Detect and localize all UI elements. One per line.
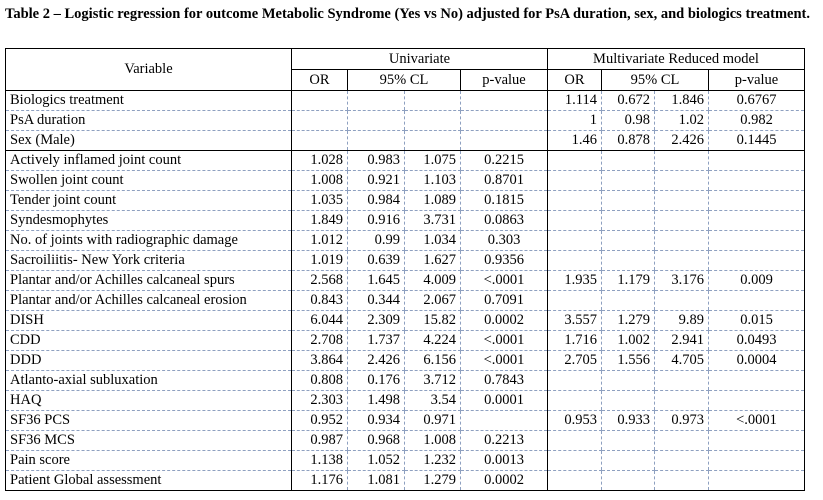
multivariate-cl-lower-cell: [602, 171, 655, 191]
univariate-cl-lower-cell: 2.309: [348, 311, 405, 331]
multivariate-cl-lower-cell: [602, 371, 655, 391]
univariate-pvalue-cell: 0.0002: [461, 471, 548, 491]
univariate-cl-upper-cell: 1.008: [405, 431, 461, 451]
multivariate-pvalue-cell: 0.1445: [709, 131, 805, 151]
multivariate-or-cell: [548, 391, 602, 411]
multivariate-cl-upper-cell: [655, 151, 709, 171]
multivariate-pvalue-cell: [709, 171, 805, 191]
univariate-cl-lower-cell: 0.968: [348, 431, 405, 451]
univariate-or-cell: [292, 91, 348, 111]
table-row: [6, 311, 805, 331]
univariate-or-cell: [292, 131, 348, 151]
multivariate-cl-upper-cell: 4.705: [655, 351, 709, 371]
multivariate-cl-upper-cell: [655, 431, 709, 451]
table-row: [6, 391, 805, 411]
multivariate-cl-upper-cell: 2.941: [655, 331, 709, 351]
univariate-cl-lower-cell: 0.916: [348, 211, 405, 231]
table-row: [6, 291, 805, 311]
univariate-or-cell: [292, 111, 348, 131]
variable-header: Variable: [6, 49, 292, 91]
multivariate-or-cell: 1.716: [548, 331, 602, 351]
multivariate-pvalue-cell: [709, 231, 805, 251]
multivariate-pvalue-cell: 0.6767: [709, 91, 805, 111]
table-row: [6, 431, 805, 451]
univariate-or-cell: 1.012: [292, 231, 348, 251]
univariate-or-cell: 6.044: [292, 311, 348, 331]
multivariate-pvalue-cell: [709, 471, 805, 491]
multivariate-pvalue-cell: 0.0493: [709, 331, 805, 351]
univariate-or-cell: 1.028: [292, 151, 348, 171]
multivariate-pvalue-cell: [709, 431, 805, 451]
multivariate-cl-upper-cell: [655, 211, 709, 231]
multivariate-cl-lower-cell: [602, 431, 655, 451]
multivariate-cl-upper-cell: [655, 191, 709, 211]
variable-cell: Syndesmophytes: [6, 211, 292, 231]
univariate-or-cell: 2.708: [292, 331, 348, 351]
univariate-or-cell: 0.987: [292, 431, 348, 451]
univariate-pvalue-cell: 0.0001: [461, 391, 548, 411]
multivariate-or-cell: [548, 371, 602, 391]
univariate-header: Univariate: [292, 49, 548, 70]
multivariate-cl-upper-cell: [655, 231, 709, 251]
multivariate-cl-upper-cell: [655, 391, 709, 411]
univariate-cl-lower-cell: 1.498: [348, 391, 405, 411]
univariate-or-cell: 3.864: [292, 351, 348, 371]
multivariate-pvalue-cell: [709, 191, 805, 211]
multivariate-cl-lower-cell: [602, 191, 655, 211]
multivariate-cl-upper-cell: [655, 291, 709, 311]
variable-cell: Plantar and/or Achilles calcaneal erosion: [6, 291, 292, 311]
univariate-pvalue-cell: 0.2213: [461, 431, 548, 451]
univariate-pvalue-header: p-value: [461, 70, 548, 91]
univariate-or-cell: 0.952: [292, 411, 348, 431]
univariate-cl-upper-cell: 1.034: [405, 231, 461, 251]
multivariate-or-cell: [548, 211, 602, 231]
univariate-cl-header: 95% CL: [348, 70, 461, 91]
univariate-cl-upper-cell: 1.103: [405, 171, 461, 191]
table-row: [6, 171, 805, 191]
multivariate-cl-upper-cell: [655, 171, 709, 191]
multivariate-cl-upper-cell: 1.02: [655, 111, 709, 131]
variable-cell: Sex (Male): [6, 131, 292, 151]
univariate-or-cell: 1.008: [292, 171, 348, 191]
univariate-or-cell: 2.303: [292, 391, 348, 411]
univariate-cl-upper-cell: [405, 91, 461, 111]
table-row: [6, 191, 805, 211]
univariate-cl-upper-cell: 3.54: [405, 391, 461, 411]
multivariate-cl-upper-cell: 2.426: [655, 131, 709, 151]
univariate-pvalue-cell: 0.7091: [461, 291, 548, 311]
multivariate-cl-upper-cell: 3.176: [655, 271, 709, 291]
multivariate-pvalue-cell: 0.982: [709, 111, 805, 131]
univariate-cl-lower-cell: 0.99: [348, 231, 405, 251]
univariate-cl-lower-cell: 2.426: [348, 351, 405, 371]
variable-cell: PsA duration: [6, 111, 292, 131]
multivariate-cl-lower-cell: [602, 391, 655, 411]
multivariate-cl-upper-cell: [655, 251, 709, 271]
multivariate-cl-upper-cell: [655, 371, 709, 391]
multivariate-pvalue-cell: [709, 151, 805, 171]
variable-cell: Tender joint count: [6, 191, 292, 211]
multivariate-cl-lower-cell: [602, 291, 655, 311]
multivariate-cl-lower-cell: [602, 151, 655, 171]
table-caption: Table 2 – Logistic regression for outcome Metabolic Syndrome (Yes vs No) adjusted for PsA duration, sex, and biologics treatment.: [5, 6, 810, 22]
multivariate-cl-lower-cell: 0.878: [602, 131, 655, 151]
variable-cell: Atlanto-axial subluxation: [6, 371, 292, 391]
multivariate-or-cell: [548, 431, 602, 451]
multivariate-or-cell: [548, 191, 602, 211]
multivariate-cl-lower-cell: [602, 231, 655, 251]
table-row: [6, 271, 805, 291]
univariate-cl-lower-cell: 0.983: [348, 151, 405, 171]
univariate-cl-lower-cell: 0.344: [348, 291, 405, 311]
multivariate-or-cell: 1: [548, 111, 602, 131]
univariate-cl-upper-cell: 2.067: [405, 291, 461, 311]
univariate-pvalue-cell: 0.0013: [461, 451, 548, 471]
multivariate-cl-lower-cell: 0.672: [602, 91, 655, 111]
variable-cell: CDD: [6, 331, 292, 351]
univariate-cl-upper-cell: 4.224: [405, 331, 461, 351]
table-row: [6, 471, 805, 491]
regression-table: [5, 48, 805, 491]
multivariate-pvalue-cell: <.0001: [709, 411, 805, 431]
variable-cell: HAQ: [6, 391, 292, 411]
variable-cell: Biologics treatment: [6, 91, 292, 111]
univariate-cl-upper-cell: [405, 131, 461, 151]
univariate-or-cell: 1.019: [292, 251, 348, 271]
table-row: [6, 411, 805, 431]
univariate-cl-upper-cell: 6.156: [405, 351, 461, 371]
univariate-cl-lower-cell: 0.984: [348, 191, 405, 211]
variable-cell: DDD: [6, 351, 292, 371]
univariate-cl-upper-cell: 1.089: [405, 191, 461, 211]
multivariate-or-cell: [548, 471, 602, 491]
univariate-pvalue-cell: 0.8701: [461, 171, 548, 191]
univariate-or-header: OR: [292, 70, 348, 91]
multivariate-cl-lower-cell: [602, 211, 655, 231]
multivariate-cl-upper-cell: [655, 451, 709, 471]
univariate-pvalue-cell: 0.7843: [461, 371, 548, 391]
multivariate-cl-lower-cell: 1.002: [602, 331, 655, 351]
table-row: [6, 151, 805, 171]
univariate-cl-upper-cell: 3.712: [405, 371, 461, 391]
univariate-cl-lower-cell: 0.176: [348, 371, 405, 391]
univariate-or-cell: 1.176: [292, 471, 348, 491]
multivariate-cl-lower-cell: [602, 471, 655, 491]
univariate-cl-upper-cell: 1.232: [405, 451, 461, 471]
multivariate-or-cell: 0.953: [548, 411, 602, 431]
variable-cell: Swollen joint count: [6, 171, 292, 191]
multivariate-cl-lower-cell: 0.933: [602, 411, 655, 431]
univariate-cl-lower-cell: 0.934: [348, 411, 405, 431]
variable-cell: Plantar and/or Achilles calcaneal spurs: [6, 271, 292, 291]
multivariate-or-cell: [548, 231, 602, 251]
univariate-cl-lower-cell: 1.052: [348, 451, 405, 471]
univariate-cl-lower-cell: 1.737: [348, 331, 405, 351]
univariate-pvalue-cell: <.0001: [461, 351, 548, 371]
multivariate-pvalue-cell: 0.0004: [709, 351, 805, 371]
multivariate-cl-lower-cell: 1.556: [602, 351, 655, 371]
multivariate-pvalue-cell: [709, 211, 805, 231]
table-row: [6, 231, 805, 251]
variable-cell: Sacroiliitis- New York criteria: [6, 251, 292, 271]
variable-cell: DISH: [6, 311, 292, 331]
univariate-cl-upper-cell: 0.971: [405, 411, 461, 431]
univariate-cl-upper-cell: 4.009: [405, 271, 461, 291]
multivariate-or-cell: [548, 151, 602, 171]
multivariate-or-cell: [548, 171, 602, 191]
multivariate-or-cell: 1.114: [548, 91, 602, 111]
univariate-or-cell: 0.843: [292, 291, 348, 311]
multivariate-cl-lower-cell: 1.179: [602, 271, 655, 291]
univariate-or-cell: 1.849: [292, 211, 348, 231]
univariate-cl-upper-cell: 15.82: [405, 311, 461, 331]
multivariate-pvalue-cell: [709, 451, 805, 471]
table-row: [6, 91, 805, 111]
univariate-pvalue-cell: [461, 411, 548, 431]
multivariate-or-cell: [548, 251, 602, 271]
multivariate-pvalue-cell: [709, 371, 805, 391]
table-body: [6, 91, 805, 491]
multivariate-or-cell: [548, 451, 602, 471]
univariate-cl-lower-cell: 1.081: [348, 471, 405, 491]
multivariate-or-cell: 3.557: [548, 311, 602, 331]
multivariate-header: Multivariate Reduced model: [548, 49, 805, 70]
univariate-cl-lower-cell: 0.639: [348, 251, 405, 271]
univariate-pvalue-cell: 0.0002: [461, 311, 548, 331]
multivariate-pvalue-cell: 0.009: [709, 271, 805, 291]
univariate-or-cell: 2.568: [292, 271, 348, 291]
multivariate-cl-lower-cell: [602, 451, 655, 471]
multivariate-cl-upper-cell: 1.846: [655, 91, 709, 111]
multivariate-cl-lower-cell: 0.98: [602, 111, 655, 131]
variable-cell: Pain score: [6, 451, 292, 471]
table-row: [6, 351, 805, 371]
multivariate-or-cell: [548, 291, 602, 311]
univariate-pvalue-cell: 0.0863: [461, 211, 548, 231]
univariate-pvalue-cell: 0.2215: [461, 151, 548, 171]
univariate-pvalue-cell: [461, 111, 548, 131]
table-row: [6, 131, 805, 151]
univariate-cl-upper-cell: 1.627: [405, 251, 461, 271]
multivariate-pvalue-header: p-value: [709, 70, 805, 91]
multivariate-or-header: OR: [548, 70, 602, 91]
table-row: [6, 211, 805, 231]
variable-cell: Patient Global assessment: [6, 471, 292, 491]
univariate-cl-upper-cell: [405, 111, 461, 131]
multivariate-pvalue-cell: [709, 291, 805, 311]
table-row: [6, 251, 805, 271]
univariate-pvalue-cell: 0.1815: [461, 191, 548, 211]
multivariate-cl-upper-cell: 0.973: [655, 411, 709, 431]
multivariate-cl-lower-cell: 1.279: [602, 311, 655, 331]
multivariate-pvalue-cell: [709, 391, 805, 411]
multivariate-or-cell: 2.705: [548, 351, 602, 371]
univariate-cl-lower-cell: [348, 131, 405, 151]
table-row: [6, 451, 805, 471]
variable-cell: SF36 PCS: [6, 411, 292, 431]
univariate-cl-upper-cell: 1.279: [405, 471, 461, 491]
univariate-cl-upper-cell: 1.075: [405, 151, 461, 171]
univariate-cl-upper-cell: 3.731: [405, 211, 461, 231]
multivariate-pvalue-cell: [709, 251, 805, 271]
univariate-cl-lower-cell: [348, 111, 405, 131]
multivariate-cl-upper-cell: [655, 471, 709, 491]
univariate-cl-lower-cell: 0.921: [348, 171, 405, 191]
univariate-pvalue-cell: <.0001: [461, 331, 548, 351]
univariate-cl-lower-cell: 1.645: [348, 271, 405, 291]
univariate-or-cell: 1.138: [292, 451, 348, 471]
univariate-pvalue-cell: [461, 131, 548, 151]
variable-cell: Actively inflamed joint count: [6, 151, 292, 171]
multivariate-or-cell: 1.46: [548, 131, 602, 151]
univariate-or-cell: 1.035: [292, 191, 348, 211]
table-row: [6, 331, 805, 351]
multivariate-pvalue-cell: 0.015: [709, 311, 805, 331]
multivariate-cl-header: 95% CL: [602, 70, 709, 91]
multivariate-cl-upper-cell: 9.89: [655, 311, 709, 331]
variable-cell: No. of joints with radiographic damage: [6, 231, 292, 251]
univariate-pvalue-cell: <.0001: [461, 271, 548, 291]
multivariate-cl-lower-cell: [602, 251, 655, 271]
table-row: [6, 371, 805, 391]
univariate-pvalue-cell: 0.303: [461, 231, 548, 251]
table-row: [6, 111, 805, 131]
univariate-or-cell: 0.808: [292, 371, 348, 391]
variable-cell: SF36 MCS: [6, 431, 292, 451]
univariate-pvalue-cell: 0.9356: [461, 251, 548, 271]
univariate-pvalue-cell: [461, 91, 548, 111]
multivariate-or-cell: 1.935: [548, 271, 602, 291]
univariate-cl-lower-cell: [348, 91, 405, 111]
